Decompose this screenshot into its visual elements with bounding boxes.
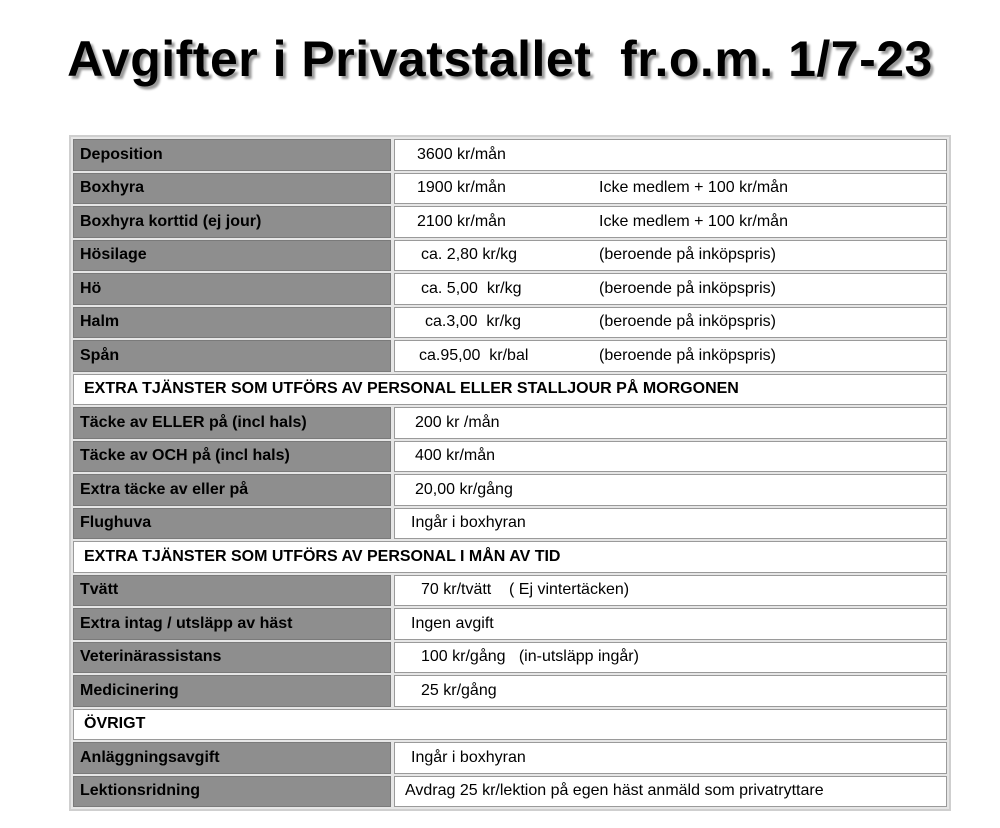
row-label: Spån bbox=[73, 340, 391, 372]
table-row bbox=[73, 508, 947, 540]
row-value-cell bbox=[394, 675, 947, 707]
row-value: 3600 kr/mån bbox=[417, 145, 506, 163]
row-value: 100 kr/gång (in-utsläpp ingår) bbox=[421, 648, 639, 666]
table-row bbox=[73, 675, 947, 707]
row-label: Täcke av OCH på (incl hals) bbox=[73, 441, 391, 473]
row-value-cell bbox=[394, 508, 947, 540]
row-label: Boxhyra korttid (ej jour) bbox=[73, 206, 391, 238]
row-value-cell bbox=[394, 206, 947, 238]
table-row bbox=[73, 776, 947, 808]
row-value: Avdrag 25 kr/lektion på egen häst anmäld som privatryttare bbox=[405, 782, 824, 800]
row-note: (beroende på inköpspris) bbox=[599, 346, 776, 364]
row-value-cell bbox=[394, 407, 947, 439]
table-row bbox=[73, 642, 947, 674]
row-label: Anläggningsavgift bbox=[73, 742, 391, 774]
row-label: Deposition bbox=[73, 139, 391, 171]
row-value-cell bbox=[394, 474, 947, 506]
table-row bbox=[73, 407, 947, 439]
row-label: Medicinering bbox=[73, 675, 391, 707]
row-label: Hösilage bbox=[73, 240, 391, 272]
row-value: 400 kr/mån bbox=[415, 447, 496, 465]
table-row bbox=[73, 742, 947, 774]
table-row bbox=[73, 608, 947, 640]
section-row bbox=[73, 541, 947, 573]
row-value-cell bbox=[394, 742, 947, 774]
row-value: Ingen avgift bbox=[411, 614, 494, 632]
row-note: (beroende på inköpspris) bbox=[599, 313, 776, 331]
row-label: Lektionsridning bbox=[73, 776, 391, 808]
row-note: (beroende på inköpspris) bbox=[599, 279, 776, 297]
row-value-cell bbox=[394, 273, 947, 305]
row-value: Ingår i boxhyran bbox=[411, 748, 526, 766]
row-value: ca. 5,00 kr/kg bbox=[421, 279, 522, 297]
row-value-cell bbox=[394, 642, 947, 674]
row-label: Tvätt bbox=[73, 575, 391, 607]
table-row bbox=[73, 307, 947, 339]
page-title: Avgifter i Privatstallet fr.o.m. 1/7-23 bbox=[67, 31, 933, 87]
row-value-cell bbox=[394, 139, 947, 171]
row-value: Ingår i boxhyran bbox=[411, 514, 526, 532]
row-value: 1900 kr/mån bbox=[417, 179, 506, 197]
row-value: ca. 2,80 kr/kg bbox=[421, 246, 518, 264]
table-row bbox=[73, 340, 947, 372]
table-row bbox=[73, 441, 947, 473]
row-value-cell bbox=[394, 240, 947, 272]
row-value-cell bbox=[394, 340, 947, 372]
row-label: Halm bbox=[73, 307, 391, 339]
row-note: Icke medlem + 100 kr/mån bbox=[599, 212, 788, 230]
section-row bbox=[73, 709, 947, 741]
row-value-cell bbox=[394, 575, 947, 607]
table-row bbox=[73, 273, 947, 305]
row-label: Extra täcke av eller på bbox=[73, 474, 391, 506]
row-value: 20,00 kr/gång bbox=[415, 480, 513, 498]
section-heading: EXTRA TJÄNSTER SOM UTFÖRS AV PERSONAL ELLER STALLJOUR PÅ MORGONEN bbox=[73, 374, 947, 406]
row-label: Flughuva bbox=[73, 508, 391, 540]
table-row bbox=[73, 474, 947, 506]
row-note: (beroende på inköpspris) bbox=[599, 246, 776, 264]
row-value-cell bbox=[394, 608, 947, 640]
row-label: Extra intag / utsläpp av häst bbox=[73, 608, 391, 640]
table-row bbox=[73, 206, 947, 238]
row-label: Boxhyra bbox=[73, 173, 391, 205]
table-row bbox=[73, 173, 947, 205]
row-value: 200 kr /mån bbox=[415, 413, 500, 431]
row-value: 70 kr/tvätt ( Ej vintertäcken) bbox=[421, 581, 630, 599]
row-value: 2100 kr/mån bbox=[417, 212, 506, 230]
table-row bbox=[73, 139, 947, 171]
section-heading: EXTRA TJÄNSTER SOM UTFÖRS AV PERSONAL I MÅN AV TID bbox=[73, 541, 947, 573]
row-label: Täcke av ELLER på (incl hals) bbox=[73, 407, 391, 439]
section-row bbox=[73, 374, 947, 406]
row-note: Icke medlem + 100 kr/mån bbox=[599, 179, 788, 197]
row-value: ca.3,00 kr/kg bbox=[425, 313, 522, 331]
row-value-cell bbox=[394, 173, 947, 205]
row-label: Veterinärassistans bbox=[73, 642, 391, 674]
row-value-cell bbox=[394, 776, 947, 808]
row-value-cell bbox=[394, 307, 947, 339]
table-row bbox=[73, 240, 947, 272]
row-value-cell bbox=[394, 441, 947, 473]
row-value: ca.95,00 kr/bal bbox=[419, 346, 529, 364]
row-value: 25 kr/gång bbox=[421, 681, 497, 699]
fee-table bbox=[69, 135, 951, 811]
table-row bbox=[73, 575, 947, 607]
section-heading: ÖVRIGT bbox=[73, 709, 947, 741]
row-label: Hö bbox=[73, 273, 391, 305]
